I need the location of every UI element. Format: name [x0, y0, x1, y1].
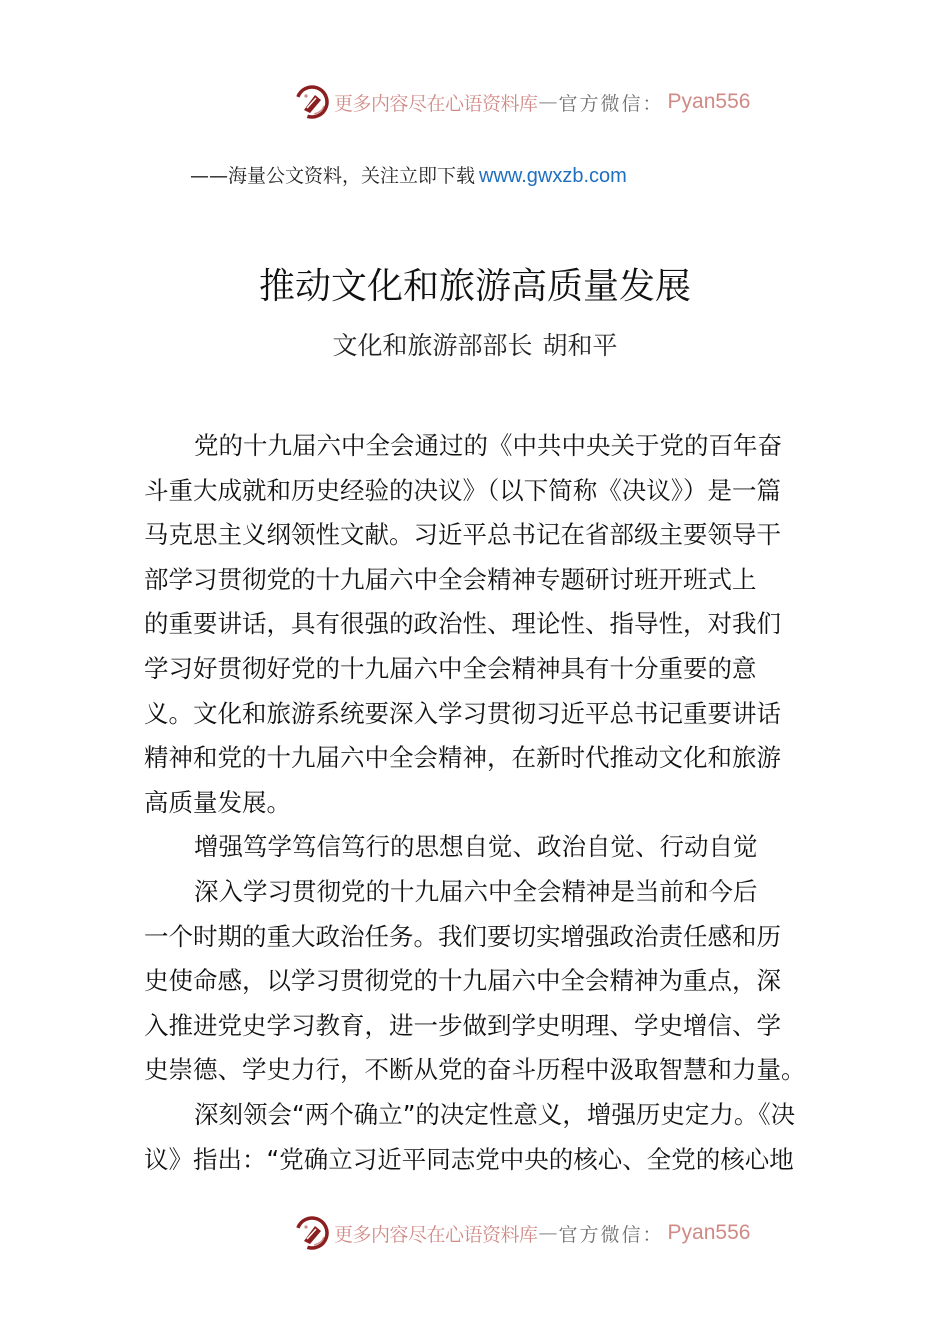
wechat-id: Pyan556 — [667, 1221, 751, 1244]
body-line: 学习好贯彻好党的十九届六中全会精神具有十分重要的意 — [144, 653, 757, 683]
section-heading: 增强笃学笃信笃行的思想自觉、政治自觉、行动自觉 — [194, 832, 758, 862]
body-line: 的重要讲话，具有很强的政治性、理论性、指导性，对我们 — [144, 609, 781, 639]
separator-dash: — — [538, 91, 558, 113]
document-body — [144, 424, 834, 1182]
footer-banner — [294, 1213, 750, 1253]
body-line: 高质量发展。 — [144, 787, 291, 817]
pen-nib-logo-icon — [294, 1215, 330, 1251]
body-line: 史使命感，以学习贯彻党的十九届六中全会精神为重点，深 — [144, 966, 781, 996]
body-line: 党的十九届六中全会通过的《中共中央关于党的百年奋 — [194, 431, 782, 460]
header-banner — [294, 82, 750, 122]
download-notice-text: ——海量公文资料，关注立即下载 — [190, 165, 476, 187]
body-line: 马克思主义纲领性文献。习近平总书记在省部级主要领导干 — [144, 520, 781, 550]
wechat-label: 官方微信： — [558, 92, 664, 115]
byline — [0, 326, 950, 362]
body-line: 史崇德、学史力行，不断从党的奋斗历程中汲取智慧和力量。 — [144, 1055, 806, 1085]
body-line: 议》指出：“党确立习近平同志党中央的核心、全党的核心地 — [144, 1144, 794, 1174]
separator-dash: — — [538, 1222, 558, 1244]
body-line: 深刻领会“两个确立”的决定性意义，增强历史定力。《决 — [194, 1099, 796, 1129]
website-link[interactable]: www.gwxzb.com — [479, 165, 627, 187]
pen-nib-logo-icon — [294, 84, 330, 120]
body-line: 入推进党史学习教育，进一步做到学史明理、学史增信、学 — [144, 1010, 781, 1040]
body-line: 一个时期的重大政治任务。我们要切实增强政治责任感和历 — [144, 921, 781, 951]
body-line: 精神和党的十九届六中全会精神，在新时代推动文化和旅游 — [144, 743, 781, 773]
wechat-label: 官方微信： — [558, 1223, 664, 1246]
body-line: 义。文化和旅游系统要深入学习贯彻习近平总书记重要讲话 — [144, 698, 781, 728]
promo-text: 更多内容尽在心语资料库 — [334, 1223, 538, 1246]
byline-position: 文化和旅游部部长 — [332, 331, 533, 360]
body-line: 深入学习贯彻党的十九届六中全会精神是当前和今后 — [194, 876, 758, 906]
promo-text: 更多内容尽在心语资料库 — [334, 92, 538, 115]
download-notice — [190, 161, 627, 188]
byline-author: 胡和平 — [542, 331, 618, 360]
body-line: 部学习贯彻党的十九届六中全会精神专题研讨班开班式上 — [144, 564, 757, 594]
wechat-id: Pyan556 — [667, 90, 751, 113]
body-line: 斗重大成就和历史经验的决议》（以下简称《决议》）是一篇 — [144, 475, 781, 505]
document-title: 推动文化和旅游高质量发展 — [258, 266, 691, 307]
